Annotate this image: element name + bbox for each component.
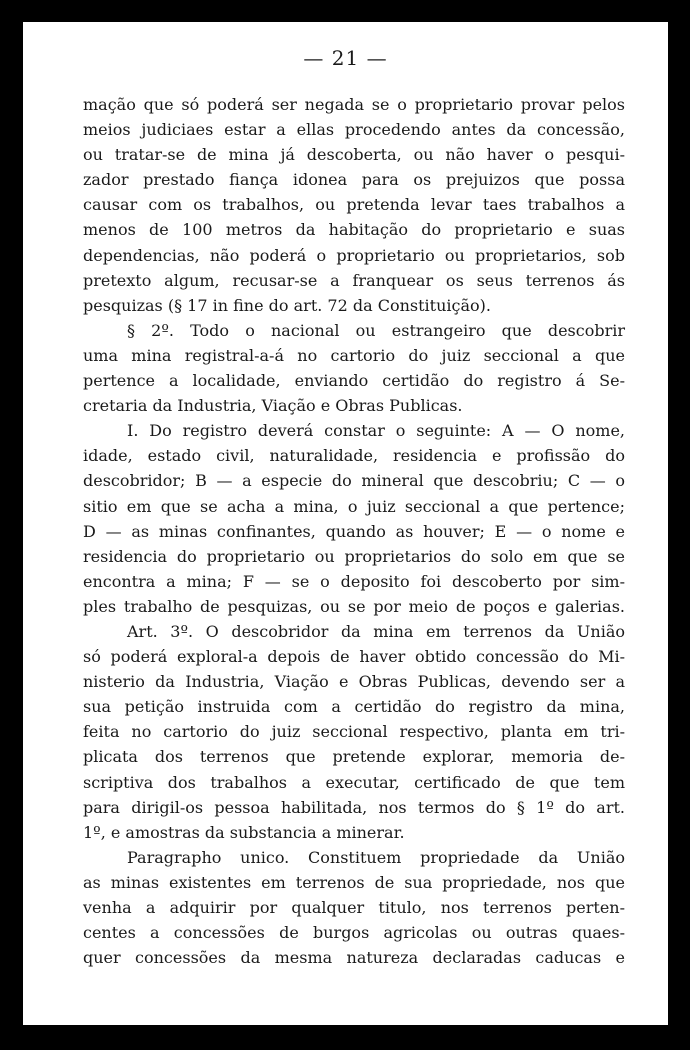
text-line: sua petição instruida com a certidão do registro da mina,: [83, 697, 625, 717]
section-heading-line: § 2º. Todo o nacional ou estrangeiro que descobrir: [127, 320, 625, 340]
text-line: D — as minas confinantes, quando as houver; E — o nome e: [83, 521, 625, 541]
text-line: venha a adquirir por qualquer titulo, nos terrenos perten-: [83, 898, 625, 917]
text-line: sitio em que se acha a mina, o juiz seccional a que pertence;: [83, 496, 625, 516]
text-line: causar com os trabalhos, ou pretenda levar taes trabalhos a: [83, 195, 625, 215]
text-line: zador prestado fiança idonea para os prejuizos que possa: [83, 170, 625, 190]
text-line: 1º, e amostras da substancia a minerar.: [83, 822, 405, 842]
text-line: idade, estado civil, naturalidade, residencia e profissão do: [83, 446, 625, 466]
text-line: plicata dos terrenos que pretende explorar, memoria de-: [83, 747, 625, 767]
text-line: para dirigil-os pessoa habilitada, nos termos do § 1º do art.: [83, 797, 625, 817]
text-line: uma mina registral-a-á no cartorio do juiz seccional a que: [83, 345, 625, 365]
text-line: encontra a mina; F — se o deposito foi descoberto por sim-: [83, 571, 625, 591]
text-line: ou tratar-se de mina já descoberta, ou não haver o pesqui-: [83, 145, 625, 165]
text-line: residencia do proprietario ou proprietarios do solo em que se: [83, 546, 625, 566]
paragraph-heading-line: Paragrapho unico. Constituem propriedade da União: [127, 847, 625, 867]
text-line: ples trabalho de pesquizas, ou se por meio de poços e galerias.: [83, 596, 625, 616]
text-line: feita no cartorio do juiz seccional respectivo, planta em tri-: [83, 722, 625, 742]
text-line: scriptiva dos trabalhos a executar, certificado de que tem: [83, 772, 625, 792]
text-line: mação que só poderá ser negada se o proprietario provar pelos: [83, 95, 625, 114]
text-line: dependencias, não poderá o proprietario ou proprietarios, sob: [83, 245, 625, 265]
article-heading-line: Art. 3º. O descobridor da mina em terrenos da União: [127, 621, 625, 641]
text-line: descobridor; B — a especie do mineral que descobriu; C — o: [83, 471, 625, 491]
text-line: quer concessões da mesma natureza declaradas caducas e: [83, 948, 625, 968]
text-line: as minas existentes em terrenos de sua propriedade, nos que: [83, 872, 625, 892]
text-line: meios judiciaes estar a ellas procedendo antes da concessão,: [83, 120, 625, 140]
text-line: pretexto algum, recusar-se a franquear os seus terrenos ás: [83, 270, 625, 290]
text-line: nisterio da Industria, Viação e Obras Publicas, devendo ser a: [83, 672, 625, 692]
text-line: centes a concessões de burgos agricolas ou outras quaes-: [83, 923, 625, 943]
text-line: pesquizas (§ 17 in fine do art. 72 da Constituição).: [83, 295, 491, 315]
page-number: — 21 —: [303, 46, 388, 70]
document-page: [23, 22, 668, 1025]
text-line: menos de 100 metros da habitação do proprietario e suas: [83, 220, 625, 240]
body-text: [83, 92, 625, 970]
text-line: só poderá exploral-a depois de haver obtido concessão do Mi-: [83, 647, 625, 667]
text-line: pertence a localidade, enviando certidão do registro á Se-: [83, 371, 625, 391]
item-heading-line: I. Do registro deverá constar o seguinte: A — O nome,: [127, 421, 625, 441]
text-line: cretaria da Industria, Viação e Obras Publicas.: [83, 396, 463, 416]
